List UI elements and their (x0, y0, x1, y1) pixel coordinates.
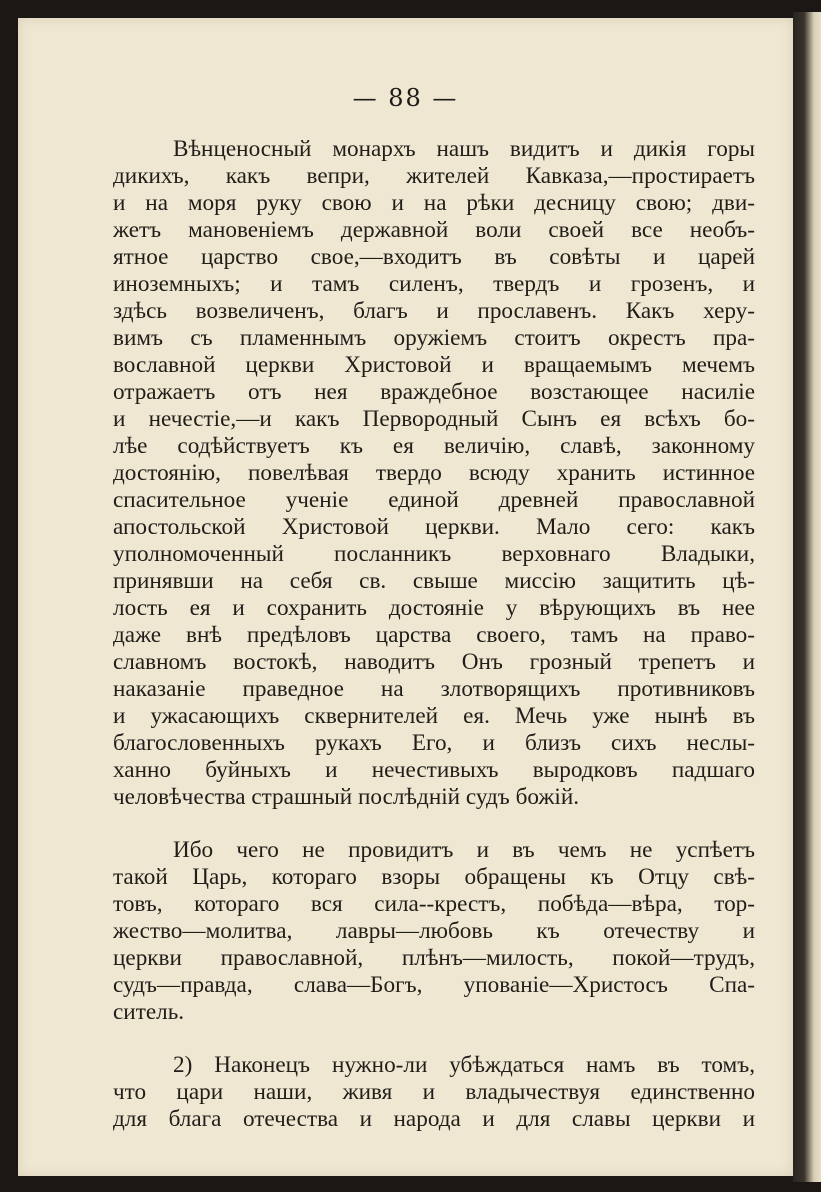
text-line: наказаніе праведное на злотворящихъ противниковъ (113, 676, 755, 702)
text-line: жество—молитва, лавры—любовь къ отечеству и (113, 918, 755, 944)
text-line: апостольской Христовой церкви. Мало сего: какъ (113, 514, 755, 540)
text-line: уполномоченный посланникъ верховнаго Владыки, (113, 541, 755, 567)
paragraph-2 (113, 837, 755, 1026)
text-line: и на моря руку свою и на рѣки десницу свою; дви- (113, 190, 755, 216)
text-line: вимъ съ пламеннымъ оружіемъ стоитъ окрестъ пра- (113, 325, 755, 351)
text-line: иноземныхъ; и тамъ силенъ, твердъ и грозенъ, и (113, 271, 755, 297)
text-line: человѣчества страшный послѣдній судъ божій. (113, 784, 580, 810)
text-line: что цари наши, живя и владычествуя единственно (113, 1079, 755, 1105)
text-line: церкви православной, плѣнъ—милость, покой—трудъ, (113, 945, 755, 971)
page-number: — 88 — (352, 84, 459, 112)
paragraph-3 (113, 1052, 755, 1133)
text-line: достоянію, повелѣвая твердо всюду хранить истинное (113, 460, 755, 486)
text-line: спасительное ученіе единой древней православной (113, 487, 755, 513)
text-line: отражаетъ отъ нея враждебное возстающее насиліе (113, 379, 755, 405)
text-line: дикихъ, какъ вепри, жителей Кавказа,—простираетъ (113, 163, 755, 189)
text-line: жетъ мановеніемъ державной воли своей все необъ- (113, 217, 755, 243)
text-line: ситель. (113, 999, 185, 1025)
text-line: и ужасающихъ сквернителей ея. Мечь уже нынѣ въ (113, 703, 755, 729)
page-text (113, 136, 755, 1133)
text-line: для блага отечества и народа и для славы церкви и (113, 1106, 755, 1132)
text-line: ханно буйныхъ и нечестивыхъ выродковъ падшаго (113, 757, 755, 783)
text-line: славномъ востокѣ, наводитъ Онъ грозный трепетъ и (113, 649, 755, 675)
text-line: Ибо чего не провидитъ и въ чемъ не успѣетъ (173, 837, 755, 863)
book-page (18, 18, 793, 1176)
text-line: даже внѣ предѣловъ царства своего, тамъ на право- (113, 622, 755, 648)
text-line: товъ, котораго вся сила--крестъ, побѣда—вѣра, тор- (113, 891, 755, 917)
text-line: лость ея и сохранить достояніе у вѣрующихъ въ нее (113, 595, 755, 621)
adjacent-page-edge (793, 12, 821, 1182)
text-line: лѣе содѣйствуетъ къ ея величію, славѣ, законному (113, 433, 755, 459)
paragraph-1 (113, 136, 755, 811)
text-line: здѣсь возвеличенъ, благъ и прославенъ. Какъ херу- (113, 298, 755, 324)
text-line: ятное царство свое,—входитъ въ совѣты и царей (113, 244, 755, 270)
text-line: благословенныхъ рукахъ Его, и близъ сихъ неслы- (113, 730, 755, 756)
text-line: 2) Наконецъ нужно-ли убѣждаться намъ въ томъ, (173, 1052, 755, 1078)
text-line: принявши на себя св. свыше миссію защитить цѣ- (113, 568, 755, 594)
text-line: судъ—правда, слава—Богъ, упованіе—Христосъ Спа- (113, 972, 755, 998)
text-line: такой Царь, котораго взоры обращены къ Отцу свѣ- (113, 864, 755, 890)
text-line: Вѣнценосный монархъ нашъ видитъ и дикія горы (173, 136, 755, 162)
text-line: вославной церкви Христовой и вращаемымъ мечемъ (113, 352, 755, 378)
text-line: и нечестіе,—и какъ Первородный Сынъ ея всѣхъ бо- (113, 406, 755, 432)
